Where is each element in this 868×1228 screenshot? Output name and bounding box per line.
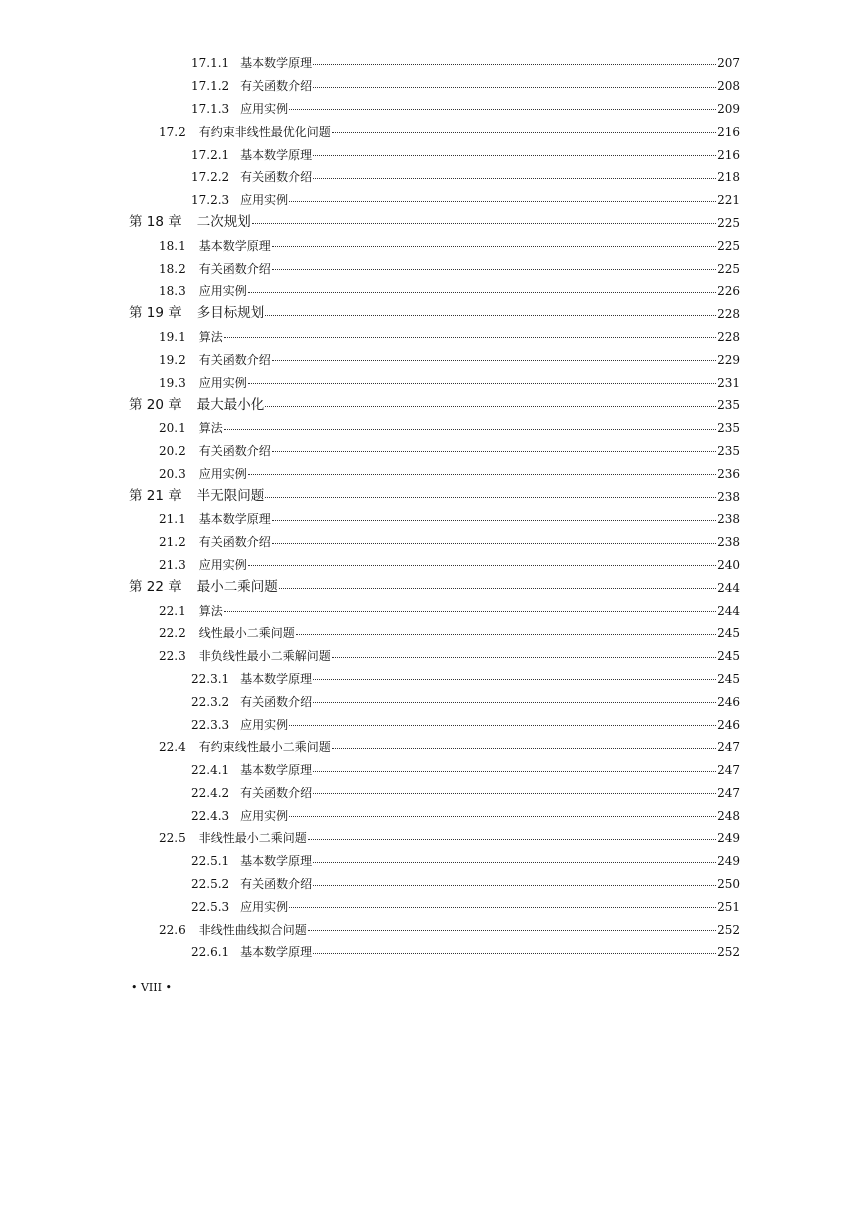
toc-entry-title: 应用实例 [240, 193, 289, 208]
toc-entry-section [0, 417, 868, 440]
toc-entry-number: 22.4.2 [191, 785, 230, 800]
dot-leader [296, 634, 716, 635]
toc-entry-subsection [0, 98, 868, 121]
toc-entry-section [0, 645, 868, 668]
dot-leader [308, 930, 716, 931]
toc-entry-number: 第 18 章 [129, 214, 182, 231]
toc-entry-section [0, 554, 868, 577]
toc-entry-section [0, 531, 868, 554]
dot-leader [289, 907, 716, 908]
toc-entry-page-number: 246 [717, 717, 740, 732]
toc-entry-number: 22.1 [159, 603, 186, 618]
toc-entry-number: 18.1 [159, 238, 186, 253]
toc-entry-section [0, 736, 868, 759]
dot-leader [248, 565, 716, 566]
toc-entry-number: 18.2 [159, 261, 186, 276]
toc-entry-title: 应用实例 [198, 284, 247, 299]
toc-entry-page-number: 244 [717, 603, 740, 618]
toc-entry-section [0, 234, 868, 257]
toc-entry-subsection [0, 782, 868, 805]
toc-entry-page-number: 247 [717, 785, 740, 800]
toc-entry-number: 19.1 [159, 329, 186, 344]
toc-entry-title: 半无限问题 [196, 487, 265, 504]
toc-entry-number: 19.2 [159, 352, 186, 367]
dot-leader [313, 679, 716, 680]
toc-entry-title: 二次规划 [196, 214, 251, 231]
toc-entry-title: 有约束线性最小二乘问题 [198, 740, 331, 755]
dot-leader [289, 109, 716, 110]
toc-entry-section [0, 120, 868, 143]
toc-entry-title: 应用实例 [240, 101, 289, 116]
toc-entry-title: 有关函数介绍 [240, 79, 313, 94]
toc-entry-title: 基本数学原理 [240, 945, 313, 960]
dot-leader [224, 429, 716, 430]
toc-entry-title: 基本数学原理 [198, 238, 271, 253]
dot-leader [272, 360, 716, 361]
toc-entry-page-number: 207 [717, 56, 740, 71]
toc-entry-subsection [0, 143, 868, 166]
dot-leader [289, 725, 716, 726]
dot-leader [289, 201, 716, 202]
toc-entry-number: 20.2 [159, 443, 186, 458]
toc-entry-title: 有关函数介绍 [240, 694, 313, 709]
toc-entry-page-number: 247 [717, 763, 740, 778]
dot-leader [272, 451, 716, 452]
toc-entry-section [0, 280, 868, 303]
toc-entry-number: 22.6 [159, 922, 186, 937]
toc-entry-page-number: 226 [717, 284, 740, 299]
toc-entry-subsection [0, 941, 868, 964]
dot-leader [272, 543, 716, 544]
toc-entry-title: 线性最小二乘问题 [198, 626, 295, 641]
toc-entry-subsection [0, 166, 868, 189]
toc-entry-number: 19.3 [159, 375, 186, 390]
toc-entry-title: 应用实例 [240, 808, 289, 823]
toc-entry-page-number: 251 [717, 899, 740, 914]
toc-entry-page-number: 245 [717, 649, 740, 664]
toc-entry-number: 22.3.3 [191, 717, 230, 732]
toc-entry-title: 最大最小化 [196, 396, 265, 413]
toc-entry-number: 17.2.1 [191, 147, 230, 162]
toc-entry-title: 有关函数介绍 [240, 170, 313, 185]
dot-leader [252, 223, 716, 224]
dot-leader [272, 520, 716, 521]
toc-entry-page-number: 240 [717, 557, 740, 572]
toc-entry-title: 非线性曲线拟合问题 [198, 922, 307, 937]
dot-leader [272, 269, 716, 270]
toc-entry-number: 21.3 [159, 557, 186, 572]
toc-entry-title: 有关函数介绍 [198, 261, 271, 276]
toc-entry-page-number: 252 [717, 945, 740, 960]
toc-entry-page-number: 228 [717, 329, 740, 344]
toc-entry-page-number: 216 [717, 147, 740, 162]
toc-entry-page-number: 225 [717, 238, 740, 253]
toc-entry-section [0, 440, 868, 463]
toc-entry-subsection [0, 668, 868, 691]
toc-entry-title: 有约束非线性最优化问题 [198, 124, 331, 139]
toc-entry-page-number: 249 [717, 831, 740, 846]
toc-entry-page-number: 228 [717, 307, 740, 322]
toc-entry-section [0, 599, 868, 622]
toc-entry-title: 基本数学原理 [240, 854, 313, 869]
toc-entry-number: 21.2 [159, 535, 186, 550]
toc-entry-chapter [0, 485, 868, 508]
toc-entry-page-number: 250 [717, 877, 740, 892]
dot-leader [332, 748, 716, 749]
toc-entry-number: 20.1 [159, 421, 186, 436]
toc-entry-chapter [0, 394, 868, 417]
toc-entry-chapter [0, 576, 868, 599]
toc-entry-subsection [0, 690, 868, 713]
toc-entry-page-number: 229 [717, 352, 740, 367]
toc-entry-number: 22.4.3 [191, 808, 230, 823]
toc-entry-title: 应用实例 [240, 899, 289, 914]
toc-entry-subsection [0, 759, 868, 782]
toc-entry-page-number: 238 [717, 535, 740, 550]
dot-leader [289, 816, 716, 817]
dot-leader [313, 64, 716, 65]
toc-entry-page-number: 235 [717, 443, 740, 458]
dot-leader [313, 702, 716, 703]
toc-entry-page-number: 208 [717, 79, 740, 94]
toc-entry-section [0, 326, 868, 349]
toc-entry-title: 有关函数介绍 [198, 535, 271, 550]
toc-entry-page-number: 235 [717, 398, 740, 413]
toc-entry-title: 非线性最小二乘问题 [198, 831, 307, 846]
toc-entry-title: 算法 [198, 329, 223, 344]
toc-entry-number: 22.5.2 [191, 877, 230, 892]
toc-entry-number: 22.5.1 [191, 854, 230, 869]
toc-entry-subsection [0, 189, 868, 212]
toc-entry-title: 基本数学原理 [240, 147, 313, 162]
dot-leader [272, 246, 716, 247]
table-of-contents [0, 52, 868, 964]
dot-leader [224, 611, 716, 612]
toc-entry-title: 应用实例 [198, 466, 247, 481]
toc-entry-page-number: 235 [717, 421, 740, 436]
toc-entry-number: 22.5.3 [191, 899, 230, 914]
toc-entry-title: 非负线性最小二乘解问题 [198, 649, 331, 664]
toc-entry-page-number: 216 [717, 124, 740, 139]
toc-entry-number: 22.2 [159, 626, 186, 641]
toc-entry-page-number: 236 [717, 466, 740, 481]
toc-entry-page-number: 238 [717, 512, 740, 527]
toc-entry-page-number: 245 [717, 671, 740, 686]
page-number-footer: • VIII • [131, 981, 172, 994]
toc-entry-number: 17.2.3 [191, 193, 230, 208]
toc-entry-title: 基本数学原理 [240, 56, 313, 71]
toc-entry-section [0, 257, 868, 280]
dot-leader [313, 87, 716, 88]
toc-entry-subsection [0, 873, 868, 896]
dot-leader [313, 155, 716, 156]
toc-entry-title: 有关函数介绍 [198, 352, 271, 367]
dot-leader [313, 178, 716, 179]
toc-entry-page-number: 246 [717, 694, 740, 709]
toc-entry-number: 22.3 [159, 649, 186, 664]
toc-entry-section [0, 371, 868, 394]
toc-entry-title: 有关函数介绍 [240, 785, 313, 800]
toc-entry-number: 22.4 [159, 740, 186, 755]
toc-entry-page-number: 225 [717, 215, 740, 230]
toc-entry-chapter [0, 303, 868, 326]
toc-entry-page-number: 221 [717, 193, 740, 208]
toc-entry-page-number: 252 [717, 922, 740, 937]
toc-entry-title: 应用实例 [198, 557, 247, 572]
toc-entry-number: 第 20 章 [129, 396, 182, 413]
dot-leader [332, 132, 716, 133]
toc-entry-page-number: 225 [717, 261, 740, 276]
toc-entry-number: 21.1 [159, 512, 186, 527]
toc-entry-number: 17.1.1 [191, 56, 230, 71]
toc-entry-page-number: 231 [717, 375, 740, 390]
toc-entry-number: 17.1.3 [191, 101, 230, 116]
toc-entry-title: 最小二乘问题 [196, 578, 278, 595]
toc-entry-page-number: 244 [717, 580, 740, 595]
toc-entry-number: 17.2.2 [191, 170, 230, 185]
dot-leader [313, 862, 716, 863]
toc-entry-title: 基本数学原理 [198, 512, 271, 527]
toc-entry-subsection [0, 713, 868, 736]
toc-entry-subsection [0, 895, 868, 918]
toc-entry-page-number: 218 [717, 170, 740, 185]
toc-entry-subsection [0, 850, 868, 873]
toc-entry-subsection [0, 75, 868, 98]
toc-entry-page-number: 249 [717, 854, 740, 869]
dot-leader [313, 793, 716, 794]
dot-leader [332, 657, 716, 658]
toc-entry-number: 17.1.2 [191, 79, 230, 94]
toc-entry-number: 第 22 章 [129, 578, 182, 595]
dot-leader [279, 588, 716, 589]
toc-entry-title: 算法 [198, 603, 223, 618]
toc-entry-subsection [0, 52, 868, 75]
toc-entry-section [0, 918, 868, 941]
dot-leader [265, 315, 716, 316]
toc-entry-page-number: 245 [717, 626, 740, 641]
toc-entry-chapter [0, 212, 868, 235]
toc-entry-number: 第 19 章 [129, 305, 182, 322]
toc-entry-number: 22.6.1 [191, 945, 230, 960]
toc-entry-title: 算法 [198, 421, 223, 436]
toc-entry-section [0, 348, 868, 371]
toc-entry-number: 22.5 [159, 831, 186, 846]
toc-entry-title: 基本数学原理 [240, 763, 313, 778]
dot-leader [248, 383, 716, 384]
toc-entry-title: 基本数学原理 [240, 671, 313, 686]
toc-entry-title: 有关函数介绍 [240, 877, 313, 892]
toc-entry-page-number: 209 [717, 101, 740, 116]
toc-entry-number: 22.4.1 [191, 763, 230, 778]
toc-entry-title: 多目标规划 [196, 305, 265, 322]
toc-entry-page-number: 238 [717, 489, 740, 504]
dot-leader [313, 953, 716, 954]
toc-entry-page-number: 247 [717, 740, 740, 755]
toc-entry-title: 应用实例 [240, 717, 289, 732]
toc-entry-section [0, 508, 868, 531]
toc-entry-section [0, 622, 868, 645]
dot-leader [265, 406, 716, 407]
dot-leader [308, 839, 716, 840]
toc-entry-number: 20.3 [159, 466, 186, 481]
toc-entry-subsection [0, 804, 868, 827]
dot-leader [248, 292, 716, 293]
toc-entry-title: 有关函数介绍 [198, 443, 271, 458]
toc-entry-number: 17.2 [159, 124, 186, 139]
toc-entry-number: 22.3.2 [191, 694, 230, 709]
dot-leader [313, 771, 716, 772]
toc-entry-page-number: 248 [717, 808, 740, 823]
toc-entry-section [0, 462, 868, 485]
toc-entry-number: 第 21 章 [129, 487, 182, 504]
dot-leader [224, 337, 716, 338]
dot-leader [248, 474, 716, 475]
dot-leader [313, 885, 716, 886]
dot-leader [265, 497, 716, 498]
toc-entry-number: 22.3.1 [191, 671, 230, 686]
toc-entry-number: 18.3 [159, 284, 186, 299]
toc-entry-section [0, 827, 868, 850]
toc-entry-title: 应用实例 [198, 375, 247, 390]
